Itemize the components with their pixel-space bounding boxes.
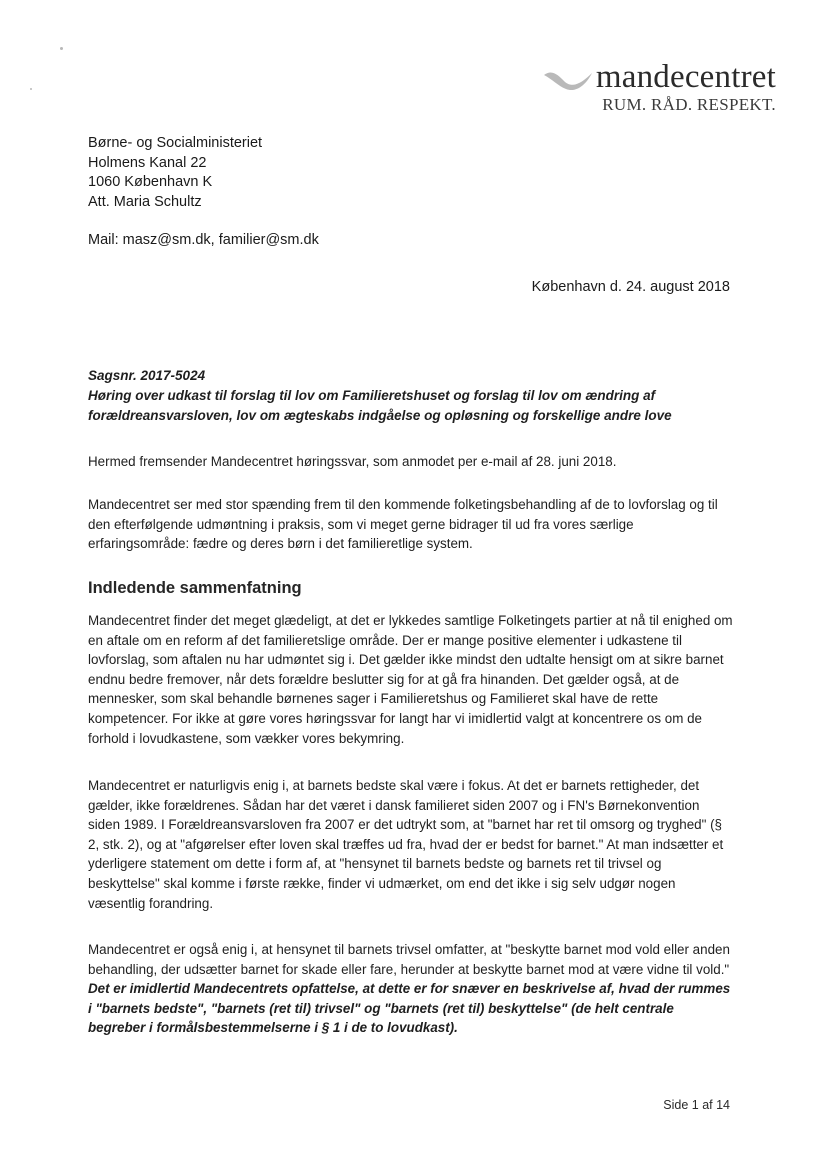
recipient-line: 1060 København K — [88, 174, 213, 190]
text-line: kompetencer. For ikke at gøre vores høringssvar for langt har vi imidlertid valgt at koncentrere os om de — [88, 710, 702, 726]
paragraph-spaending — [88, 495, 733, 554]
text-line: Mandecentret er også enig i, at hensynet til barnets trivsel omfatter, at "beskytte barnet mod vold eller anden — [88, 942, 730, 957]
text-line: den efterfølgende udmøntning i praksis, som vi meget gerne bidrager til ud fra vores særlige — [88, 516, 634, 532]
text-line: siden 1989. I Forældreansvarsloven fra 2007 er det udtrykt som, at "barnet har ret til omsorg og tryghed" (§ — [88, 817, 722, 833]
text-line: endnu bedre fremover, når dets forældre beslutter sig for at gå fra hinanden. Det gælder også, at de — [88, 671, 680, 687]
text-line: væsentlig forandring. — [88, 895, 214, 911]
emphasis-line: i "barnets bedste", "barnets (ret til) trivsel" og "barnets (ret til) beskyttelse" (de helt centrale — [88, 1000, 674, 1016]
emphasis-line: Det er imidlertid Mandecentrets opfattelse, at dette er for snæver en beskrivelse af, hvad der rummes — [88, 981, 731, 997]
recipient-address — [88, 134, 262, 212]
text-line: beskyttelse" skal komme i første række, finder vi udmærket, om end det ikke i sig selv udgør nogen — [88, 875, 676, 891]
mail-line: Mail: masz@sm.dk, familier@sm.dk — [88, 232, 319, 248]
text-line: mennesker, som skal behandle børnenes sager i Familieretshus og Familieret skal have de rette — [88, 691, 659, 707]
emphasis-line: begreber i formålsbestemmelserne i § 1 i de to lovudkast). — [88, 1020, 458, 1036]
letter-date: København d. 24. august 2018 — [531, 279, 730, 295]
logo-name: mandecentret — [595, 59, 776, 95]
paragraph-indledende — [88, 611, 733, 748]
subject-block — [88, 366, 738, 426]
paragraph-enig-2 — [88, 940, 733, 1038]
text-line: forhold i lovudkastene, som vækker vores bekymring. — [88, 730, 405, 746]
scan-speck — [60, 47, 63, 50]
recipient-line: Holmens Kanal 22 — [88, 154, 207, 171]
subject-title-line: forældreansvarsloven, lov om ægteskabs indgåelse og opløsning og forskellige andre love — [88, 408, 672, 423]
case-number: Sagsnr. 2017-5024 — [88, 368, 206, 383]
logo-tagline: RUM. RÅD. RESPEKT. — [602, 95, 776, 114]
text-line: Mandecentret ser med stor spænding frem til den kommende folketingsbehandling af de to lovforslag og til — [88, 497, 718, 512]
text-line: en aftale om en reform af det familieretslige område. Der er mange positive elementer i udkastene til — [88, 632, 682, 648]
subject-title-line: Høring over udkast til forslag til lov om Familieretshuset og forslag til lov om ændring af — [88, 388, 656, 403]
text-line: erfaringsområde: fædre og deres børn i det familieretlige system. — [88, 536, 473, 552]
section-heading: Indledende sammenfatning — [88, 579, 302, 597]
paragraph-hermed: Hermed fremsender Mandecentret høringssvar, som anmodet per e-mail af 28. juni 2018. — [88, 454, 617, 469]
recipient-line: Att. Maria Schultz — [88, 193, 202, 210]
page-number: Side 1 af 14 — [663, 1098, 730, 1112]
text-line: 2, stk. 2), og at "afgørelser efter loven skal træffes ud fra, hvad der er bedst for barnet." At man indsætter et — [88, 836, 724, 852]
mandecentret-logo — [542, 60, 776, 115]
logo-wave-icon — [542, 67, 594, 93]
text-line: yderligere statement om dette i form af, at "hensynet til barnets bedste og barnets ret til trivsel og — [88, 856, 662, 872]
text-line: lovforslag, som aftalen nu har udmøntet sig i. Det gælder ikke mindst den udtalte hensigt om at sikre barnet — [88, 652, 724, 668]
text-line: Mandecentret er naturligvis enig i, at barnets bedste skal være i fokus. At det er barnets rettigheder, det — [88, 778, 700, 793]
text-line: Mandecentret finder det meget glædeligt, at det er lykkedes samtlige Folketingets partier at nå til enighed om — [88, 613, 733, 628]
scan-speck — [30, 88, 32, 90]
text-line: gælder, ikke forældrenes. Sådan har det været i dansk familieret siden 2007 og i FN's Børnekonvention — [88, 797, 700, 813]
paragraph-enig-1 — [88, 776, 733, 913]
recipient-line: Børne- og Socialministeriet — [88, 135, 263, 151]
text-line: behandling, der udsætter barnet for skade eller fare, herunder at beskytte barnet mod at være vidne til vold." — [88, 961, 730, 977]
